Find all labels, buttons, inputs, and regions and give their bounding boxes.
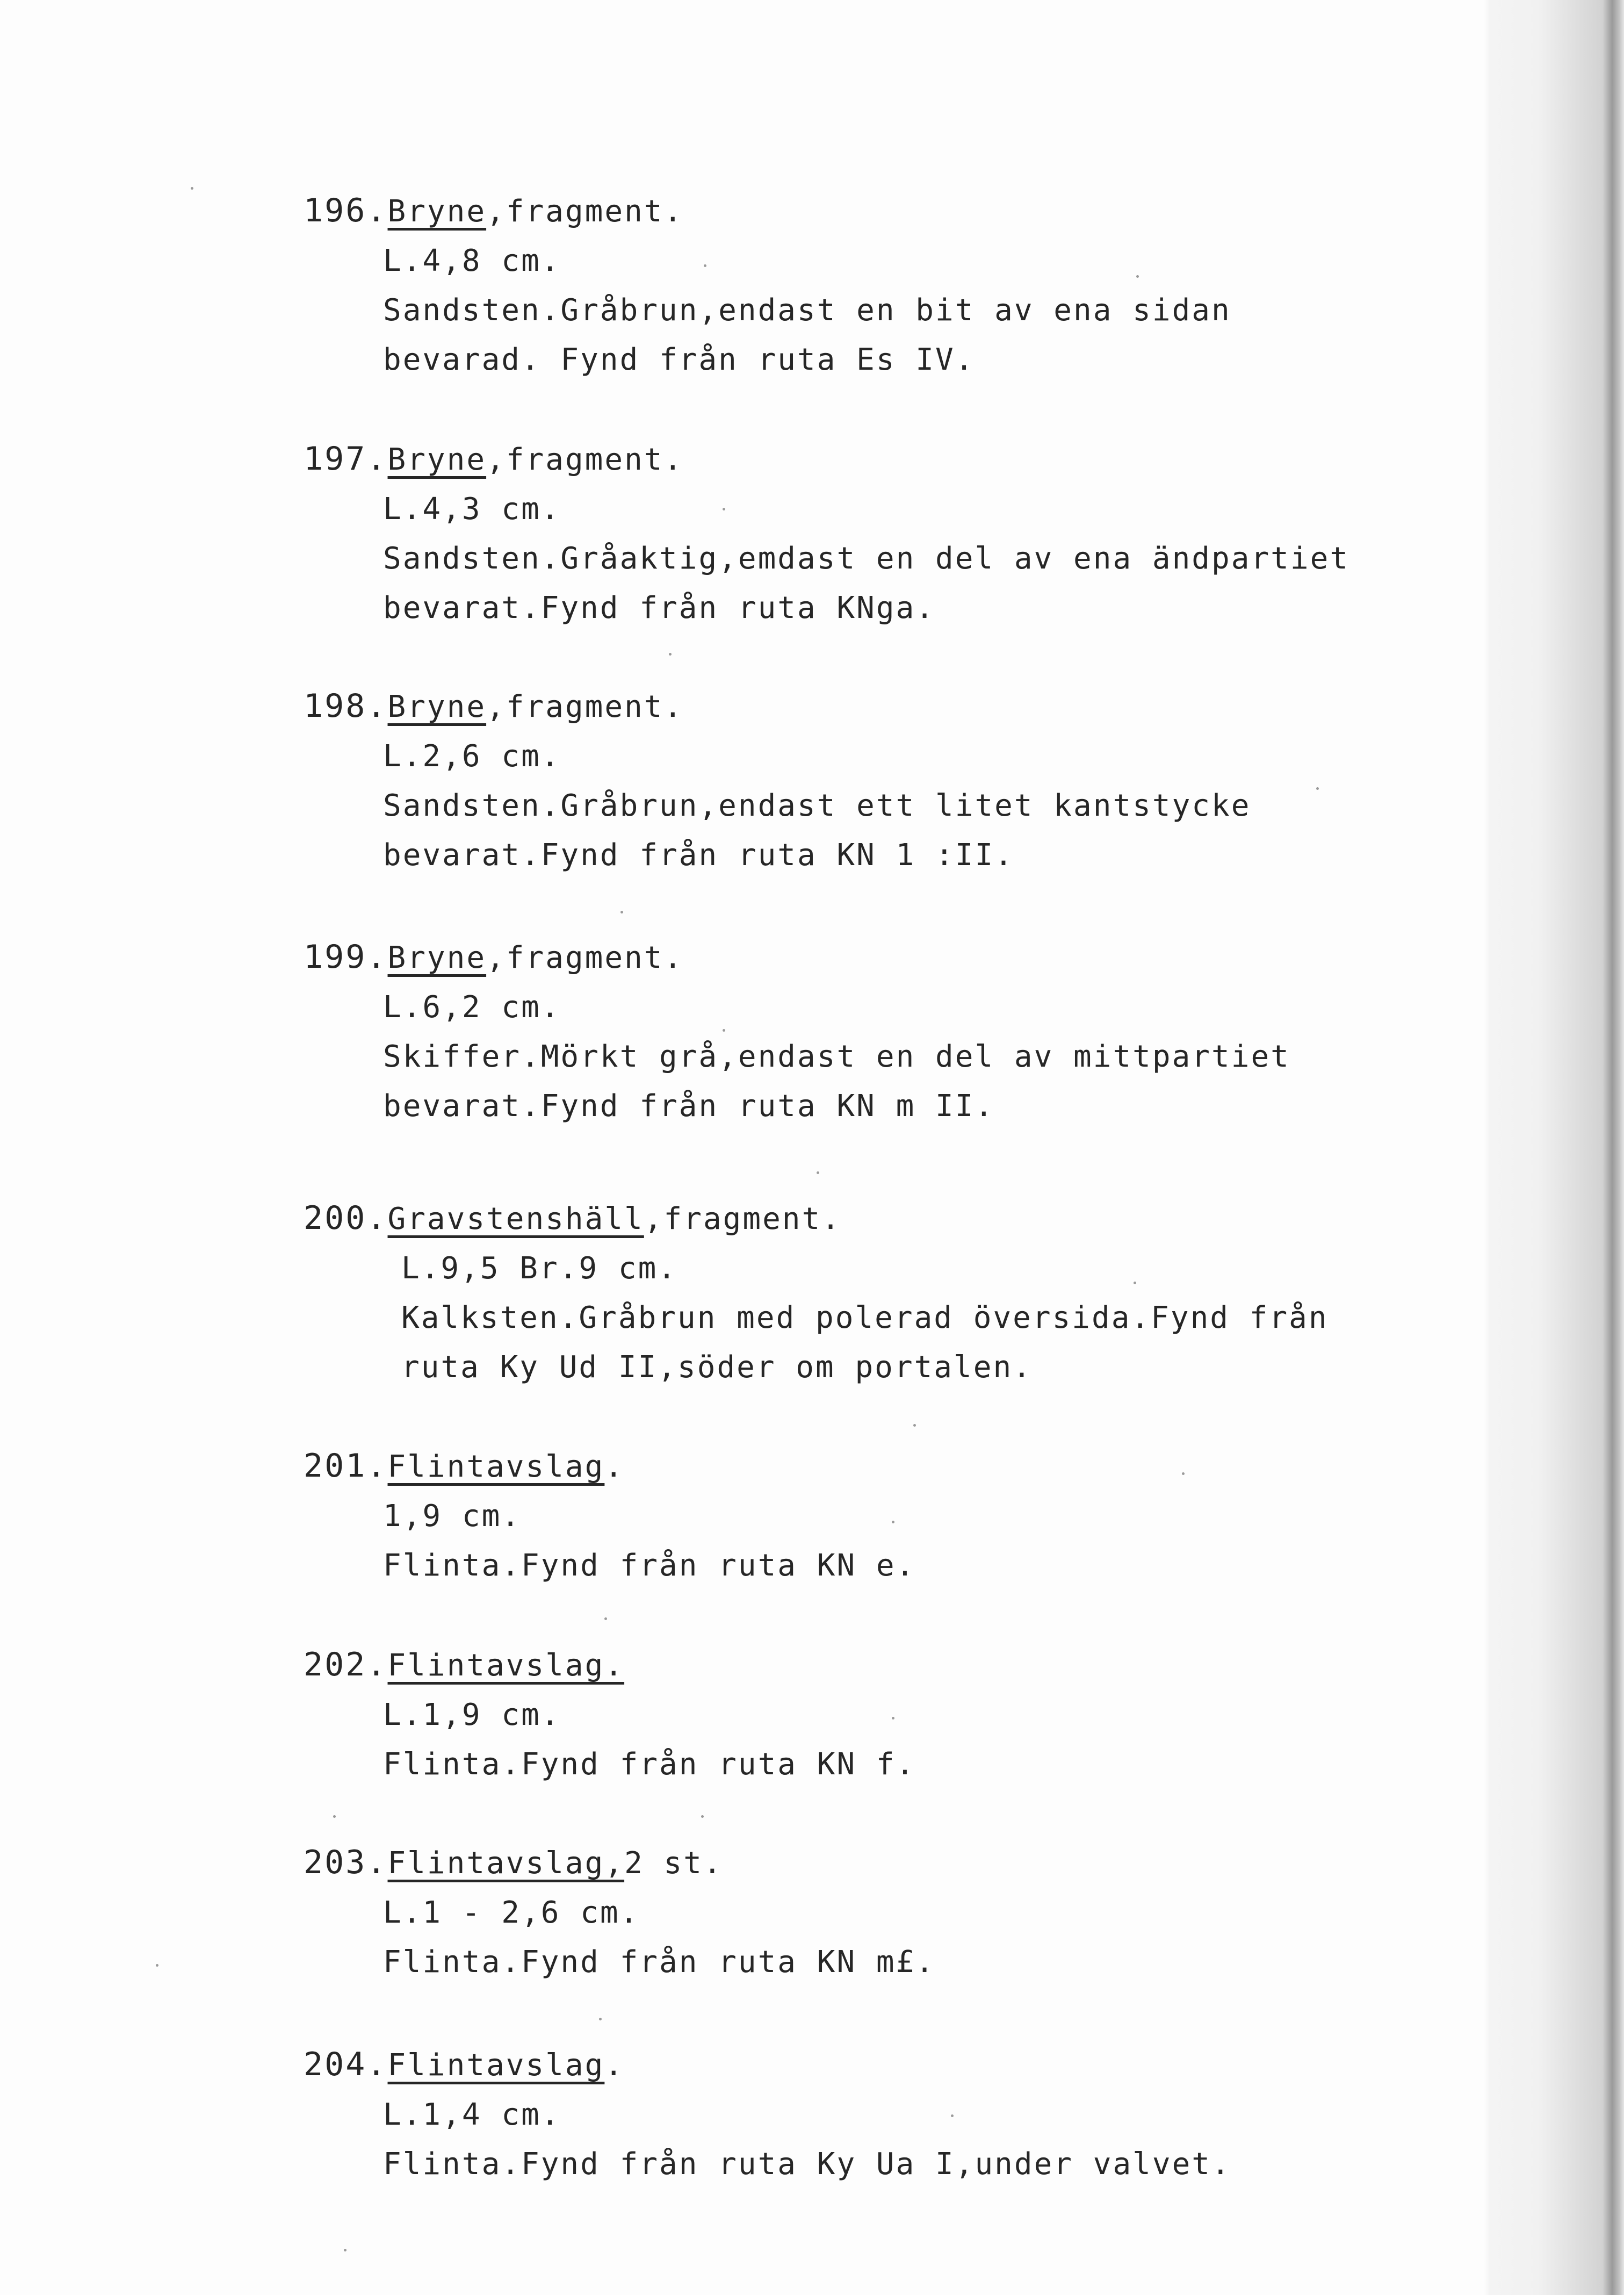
entry-title: Gravstenshäll — [387, 1202, 644, 1236]
entry-title: Bryne — [387, 689, 487, 724]
entry-number: 204. — [304, 2046, 388, 2083]
entry-description: Flinta.Fynd från ruta KN e. — [383, 1548, 916, 1583]
entry-measurement: L.4,8 cm. — [383, 243, 561, 278]
scan-speck — [1136, 275, 1139, 278]
entry-title: Bryne — [387, 442, 487, 477]
entry-measurement: L.6,2 cm. — [383, 990, 561, 1025]
entry-description: Sandsten.Gråbrun,endast ett litet kantstycke — [383, 788, 1251, 823]
entry-title-suffix: ,fragment. — [486, 442, 684, 477]
catalog-entry-196 — [304, 186, 1378, 385]
scan-speck — [1134, 1282, 1136, 1284]
entry-description: Skiffer.Mörkt grå,endast en del av mittpartiet — [383, 1039, 1290, 1074]
scan-speck — [723, 508, 725, 510]
entry-description: bevarat.Fynd från ruta KN m II. — [383, 1089, 995, 1124]
entry-title-suffix: . — [604, 2048, 625, 2083]
entry-heading — [304, 681, 1378, 732]
entry-title-suffix: ,fragment. — [486, 940, 684, 975]
entry-title: Bryne — [387, 194, 487, 229]
entry-description: Kalksten.Gråbrun med polerad översida.Fynd från — [401, 1300, 1329, 1335]
entry-number: 202. — [304, 1646, 388, 1684]
entry-number: 201. — [304, 1447, 388, 1485]
binding-edge-shadow — [1484, 0, 1624, 2295]
scan-speck — [620, 911, 623, 913]
entry-description: bevarad. Fynd från ruta Es IV. — [383, 342, 975, 377]
entry-heading — [304, 2040, 1378, 2090]
scan-speck — [599, 2018, 602, 2020]
catalog-entry-201 — [304, 1441, 1378, 1591]
catalog-entry-200 — [304, 1193, 1378, 1392]
entry-number: 196. — [304, 192, 388, 229]
entry-heading — [304, 1441, 1378, 1492]
scan-speck — [191, 187, 193, 190]
entry-measurement: L.2,6 cm. — [383, 739, 561, 774]
entry-description: bevarat.Fynd från ruta KNga. — [383, 591, 936, 625]
entry-title: Bryne — [387, 940, 487, 975]
entry-measurement: 1,9 cm. — [383, 1499, 522, 1534]
entry-measurement: L.9,5 Br.9 cm. — [401, 1251, 678, 1286]
catalog-entry-197 — [304, 434, 1378, 633]
catalog-entry-198 — [304, 681, 1378, 880]
entry-heading — [304, 1640, 1378, 1690]
entry-title-suffix: ,fragment. — [486, 689, 684, 724]
catalog-entry-202 — [304, 1640, 1378, 1789]
scan-speck — [669, 653, 672, 656]
entry-description: Sandsten.Gråaktig,emdast en del av ena ändpartiet — [383, 541, 1350, 576]
entry-title: Flintavslag, — [387, 1846, 625, 1881]
scan-speck — [156, 1964, 158, 1967]
entry-description: Flinta.Fynd från ruta KN f. — [383, 1747, 916, 1782]
entry-title: Flintavslag — [387, 1449, 605, 1484]
entry-heading — [304, 434, 1378, 485]
entry-number: 200. — [304, 1199, 388, 1237]
scan-speck — [604, 1617, 607, 1620]
entry-measurement: L.1,4 cm. — [383, 2097, 561, 2132]
entry-measurement: L.1,9 cm. — [383, 1697, 561, 1732]
scan-speck — [704, 264, 706, 267]
entry-description: Flinta.Fynd från ruta Ky Ua I,under valvet. — [383, 2147, 1231, 2182]
catalog-entry-203 — [304, 1838, 1378, 1987]
entry-title: Flintavslag. — [387, 1648, 625, 1683]
entry-title-suffix: 2 st. — [624, 1846, 723, 1881]
entry-measurement: L.1 - 2,6 cm. — [383, 1895, 640, 1930]
entry-description: Flinta.Fynd från ruta KN m£. — [383, 1945, 936, 1980]
scan-speck — [701, 1815, 704, 1818]
catalog-entry-204 — [304, 2040, 1378, 2189]
entry-title: Flintavslag — [387, 2048, 605, 2083]
scan-speck — [1182, 1472, 1185, 1475]
entry-heading — [304, 932, 1378, 983]
scan-speck — [951, 2114, 954, 2117]
scan-speck — [344, 2249, 347, 2251]
scan-speck — [817, 1171, 819, 1174]
entry-description: bevarat.Fynd från ruta KN 1 :II. — [383, 838, 1014, 873]
scan-speck — [892, 1521, 894, 1523]
entry-description: Sandsten.Gråbrun,endast en bit av ena sidan — [383, 293, 1231, 328]
scan-speck — [723, 1029, 725, 1032]
scan-speck — [333, 1815, 336, 1818]
entry-heading — [304, 186, 1378, 236]
entry-heading — [304, 1838, 1378, 1888]
entry-description: ruta Ky Ud II,söder om portalen. — [401, 1350, 1033, 1385]
scan-speck — [1316, 787, 1319, 790]
entry-number: 203. — [304, 1844, 388, 1881]
entry-measurement: L.4,3 cm. — [383, 492, 561, 527]
entry-number: 199. — [304, 938, 388, 976]
entry-heading — [304, 1193, 1378, 1244]
entry-number: 198. — [304, 687, 388, 725]
catalog-entry-199 — [304, 932, 1378, 1131]
entry-title-suffix: . — [604, 1449, 625, 1484]
entry-title-suffix: ,fragment. — [644, 1202, 841, 1236]
entry-number: 197. — [304, 440, 388, 478]
entry-title-suffix: ,fragment. — [486, 194, 684, 229]
scan-speck — [913, 1424, 916, 1427]
scan-speck — [892, 1717, 894, 1720]
